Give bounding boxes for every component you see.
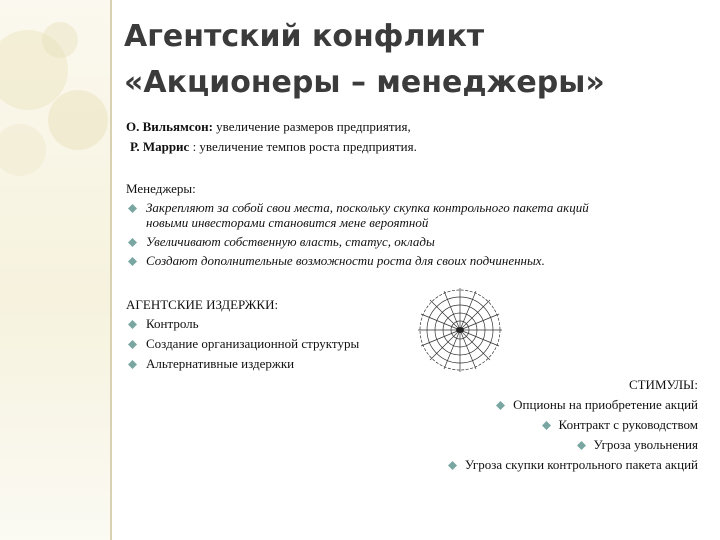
author-name: О. Вильямсон:: [126, 119, 213, 134]
author-text: : увеличение темпов роста предприятия.: [189, 139, 417, 154]
list-item: [126, 336, 359, 352]
list-item-text: Создают дополнительные возможности роста для своих подчиненных.: [146, 253, 545, 268]
sidebar-divider: [110, 0, 112, 540]
list-item-text: Угроза скупки контрольного пакета акций: [464, 457, 698, 472]
list-item: [126, 200, 686, 230]
authors-block: [126, 118, 417, 155]
slide-title: [124, 14, 704, 106]
spider-web-illustration: [412, 287, 508, 373]
list-item: [448, 396, 698, 414]
list-item: [126, 234, 686, 249]
list-item-text: Контроль: [146, 316, 199, 331]
list-item-text: Закрепляют за собой свои места, поскольку скупка контрольного пакета акций: [146, 200, 589, 215]
agency-costs-heading: АГЕНТСКИЕ ИЗДЕРЖКИ:: [126, 297, 279, 312]
list-item-text-cont: новыми инвесторами становится мене вероятной: [146, 215, 429, 230]
list-item-text: Угроза увольнения: [593, 437, 698, 452]
bullet-icon: [542, 421, 551, 430]
agency-costs-block: [126, 296, 359, 376]
managers-heading: Менеджеры:: [126, 181, 196, 196]
list-item-text: Альтернативные издержки: [146, 356, 295, 371]
author-row: [126, 138, 417, 155]
list-item: [126, 253, 686, 268]
bullet-icon: [128, 320, 137, 329]
list-item: [126, 316, 359, 332]
list-item: [448, 416, 698, 434]
decorative-sidebar: [0, 0, 112, 540]
stimuli-block: [448, 376, 698, 476]
list-item-text: Увеличивают собственную власть, статус, оклады: [146, 234, 435, 249]
list-item-text: Контракт с руководством: [558, 417, 698, 432]
list-item: [448, 436, 698, 454]
sidebar-circles-decoration: [0, 0, 112, 540]
bullet-icon: [128, 204, 137, 213]
stimuli-heading: СТИМУЛЫ:: [628, 377, 698, 392]
author-text: увеличение размеров предприятия,: [212, 119, 411, 134]
bullet-icon: [448, 461, 457, 470]
author-row: [126, 118, 417, 135]
bullet-icon: [128, 340, 137, 349]
list-item: [126, 356, 359, 372]
bullet-icon: [128, 360, 137, 369]
author-name: Р. Маррис: [130, 139, 190, 154]
list-item: [448, 456, 698, 474]
list-item-text: Опционы на приобретение акций: [513, 397, 698, 412]
title-line-2: «Акционеры – менеджеры»: [124, 65, 605, 100]
bullet-icon: [128, 238, 137, 247]
bullet-icon: [496, 401, 505, 410]
bullet-icon: [577, 441, 586, 450]
list-item-text: Создание организационной структуры: [146, 336, 360, 351]
bullet-icon: [128, 257, 137, 266]
managers-list: [126, 200, 686, 268]
managers-block: [126, 180, 686, 272]
agency-costs-list: [126, 316, 359, 372]
title-line-1: Агентский конфликт: [124, 19, 485, 54]
